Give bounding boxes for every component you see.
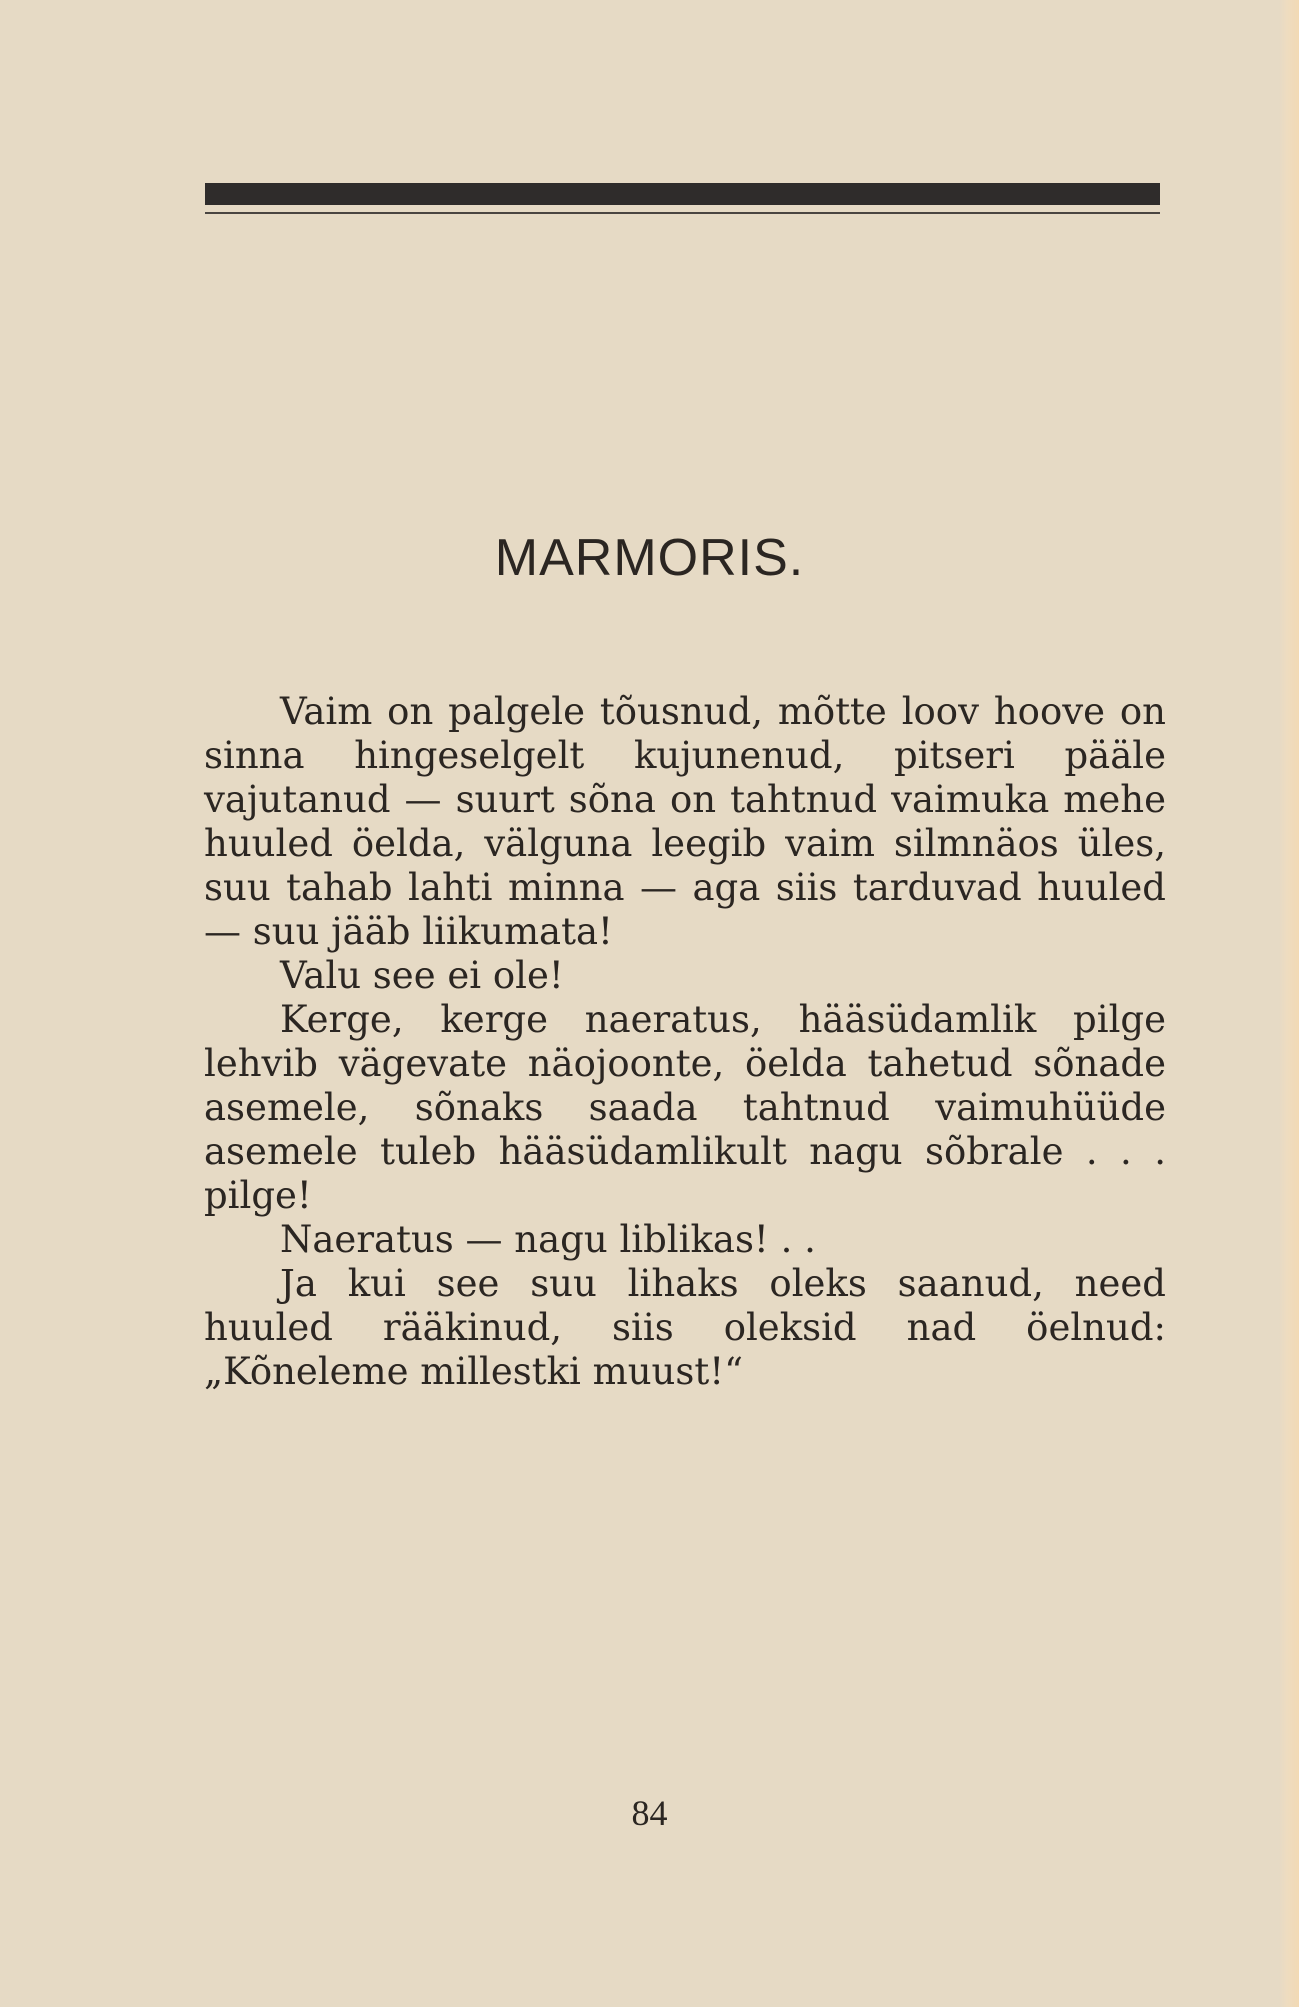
paragraph: Naeratus — nagu liblikas! . .	[280, 1218, 816, 1261]
paragraph: Kerge, kerge naeratus, hääsüdamlik pilge lehvib vägevate näojoonte, öelda tahetud sõnade asemele, sõnaks saada tahtnud vaimuhüüde asemele tuleb hääsüdamlikult nagu sõbrale . . . pilge!	[204, 998, 1166, 1217]
header-ornament-bar	[205, 183, 1160, 205]
header-rule	[205, 212, 1160, 214]
page-edge	[1279, 0, 1299, 2007]
paragraph: Valu see ei ole!	[280, 954, 564, 997]
paragraph: Ja kui see suu lihaks oleks saanud, need huuled rääkinud, siis oleksid nad öelnud: „Kõneleme millestki muust!“	[204, 1262, 1166, 1393]
chapter-title: MARMORIS.	[494, 529, 805, 587]
paragraph: Vaim on palgele tõusnud, mõtte loov hoove on sinna hingeselgelt kujunenud, pitseri pääle vajutanud — suurt sõna on tahtnud vaimuka mehe huuled öelda, välguna leegib vaim silmnäos üles, suu tahab lahti minna — aga siis tarduvad huuled — suu jääb liikumata!	[204, 690, 1166, 953]
body-text	[204, 690, 1166, 1394]
page-number: 84	[631, 1793, 668, 1833]
